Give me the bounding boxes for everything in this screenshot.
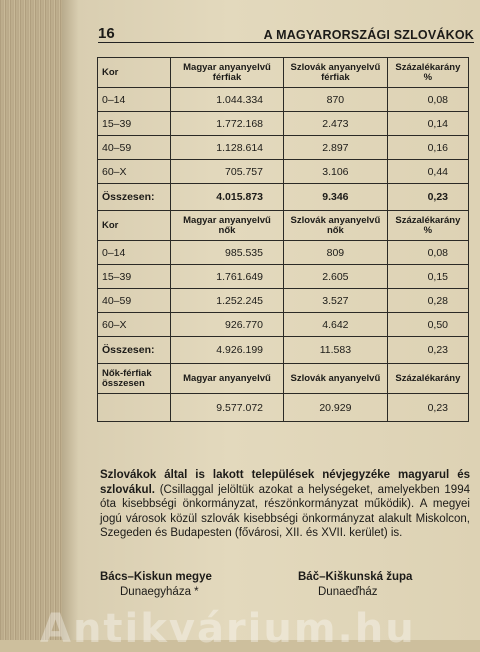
total-cell: 4.926.199 [170,337,283,364]
value-cell: 0,50 [387,313,468,337]
header-cell: Szlovák anyanyelvű férfiak [284,58,388,88]
age-cell: 15–39 [98,112,171,136]
value-cell: 1.761.649 [170,265,283,289]
table-row [98,265,469,289]
age-cell: 60–X [98,313,171,337]
table-header-men [98,58,469,88]
table-total-row [98,184,469,211]
header-cell: Szlovák anyanyelvű [284,364,388,394]
population-table [97,57,469,422]
header-cell: Magyar anyanyelvű férfiak [170,58,283,88]
total-label: Összesen: [98,184,171,211]
table-header-women [98,211,469,241]
total-cell: 4.015.873 [170,184,283,211]
value-cell: 870 [284,88,388,112]
value-cell: 0,44 [387,160,468,184]
table-row [98,241,469,265]
paragraph-lead: Szlovákok által is lakott települések névjegyzéke magyarul és szlovákul. [100,469,470,496]
total-cell: 11.583 [284,337,388,364]
age-cell: 40–59 [98,289,171,313]
value-cell: 4.642 [284,313,388,337]
value-cell: 0,28 [387,289,468,313]
town-name: Dunaegyháza * [120,586,199,598]
page-edge [0,0,62,640]
watermark: Antikvárium.hu [40,606,416,652]
county-entry-slovak [298,570,412,600]
value-cell: 0,15 [387,265,468,289]
header-cell: Százalékarány [387,364,468,394]
table-total-row [98,337,469,364]
table-header-combined [98,364,469,394]
county-entry-hungarian [100,570,212,600]
running-header [98,22,474,43]
table-row [98,136,469,160]
table-row [98,112,469,136]
header-cell: Kor [98,211,171,241]
value-cell: 1.772.168 [170,112,283,136]
total-cell: 0,23 [387,184,468,211]
table-row [98,313,469,337]
value-cell: 705.757 [170,160,283,184]
header-cell: Magyar anyanyelvű nők [170,211,283,241]
total-cell: 9.346 [284,184,388,211]
total-cell: 0,23 [387,337,468,364]
age-cell: 0–14 [98,241,171,265]
town-name: Dunaeďház [318,586,378,598]
county-name: Bács–Kiskun megye [100,571,212,583]
value-cell: 0,23 [387,394,468,422]
county-name: Báč–Kiškunská župa [298,571,413,583]
value-cell: 985.535 [170,241,283,265]
table-row [98,394,469,422]
settlements-intro-paragraph [100,468,470,541]
age-cell: 60–X [98,160,171,184]
header-cell: Kor [98,58,171,88]
value-cell: 3.106 [284,160,388,184]
header-cell: Szlovák anyanyelvű nők [284,211,388,241]
page-number: 16 [98,25,115,42]
age-cell [98,394,171,422]
value-cell: 0,08 [387,241,468,265]
table-row [98,88,469,112]
chapter-title: A MAGYARORSZÁGI SZLOVÁKOK [263,28,474,42]
age-cell: 15–39 [98,265,171,289]
value-cell: 1.044.334 [170,88,283,112]
value-cell: 9.577.072 [170,394,283,422]
age-cell: 0–14 [98,88,171,112]
header-cell: Százalékarány % [387,58,468,88]
value-cell: 3.527 [284,289,388,313]
value-cell: 2.897 [284,136,388,160]
value-cell: 2.473 [284,112,388,136]
value-cell: 1.252.245 [170,289,283,313]
table-row [98,160,469,184]
age-cell: 40–59 [98,136,171,160]
header-cell: Magyar anyanyelvű [170,364,283,394]
value-cell: 0,08 [387,88,468,112]
value-cell: 0,16 [387,136,468,160]
value-cell: 0,14 [387,112,468,136]
value-cell: 926.770 [170,313,283,337]
header-cell: Százalékarány % [387,211,468,241]
header-cell: Nők-férfiak összesen [98,364,171,394]
paragraph-body: (Csillaggal jelöltük azokat a helységeket, amelyekben 1994 óta kisebbségi önkormányzat, részönkormányzat működik). A megyei jogú városok közül szlovák kisebbségi önkormányzat alakult Miskolcon, Szegeden és Budapesten (fővárosi, XII. és XVII. kerület) is. [100,483,470,539]
value-cell: 2.605 [284,265,388,289]
value-cell: 809 [284,241,388,265]
total-label: Összesen: [98,337,171,364]
table-row [98,289,469,313]
value-cell: 1.128.614 [170,136,283,160]
value-cell: 20.929 [284,394,388,422]
